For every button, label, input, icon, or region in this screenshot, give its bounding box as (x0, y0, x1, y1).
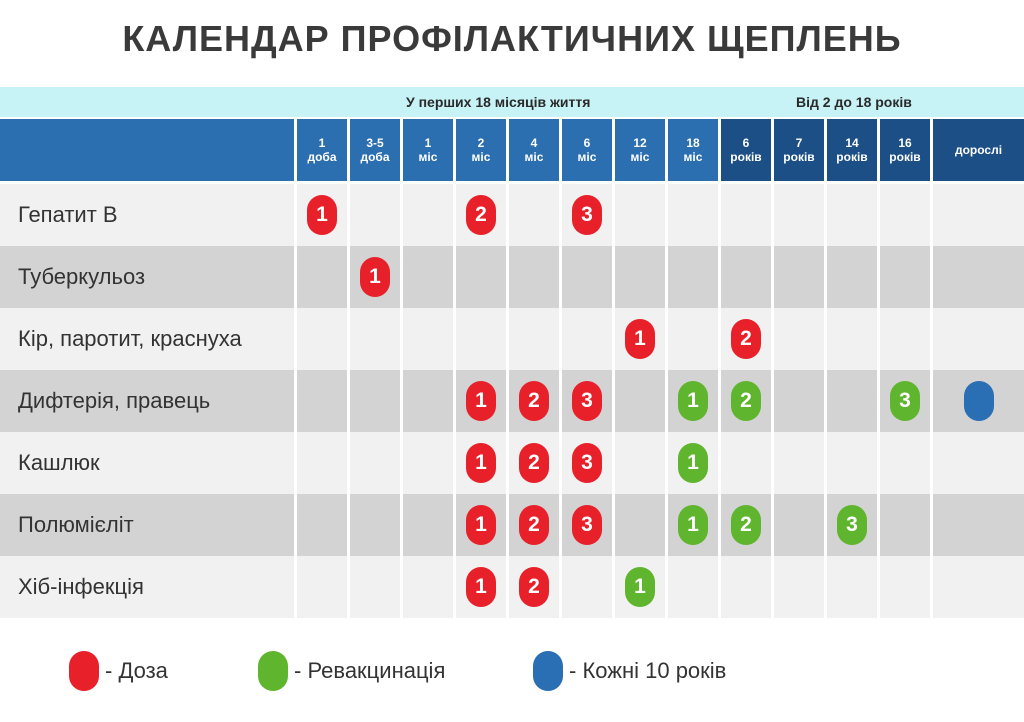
table-row (0, 494, 1024, 556)
column-divider (824, 119, 827, 618)
dose-mark: 1 (625, 319, 655, 359)
band-label-infancy: У перших 18 місяців життя (406, 94, 591, 110)
header-corner (0, 119, 294, 181)
column-divider (294, 119, 297, 618)
dose-mark: 1 (307, 195, 337, 235)
dose-mark: 2 (519, 381, 549, 421)
table-row (0, 184, 1024, 246)
row-label: Кашлюк (18, 450, 100, 475)
dose-mark: 2 (519, 567, 549, 607)
column-divider (347, 119, 350, 618)
revaccination-mark: 3 (890, 381, 920, 421)
dose-mark: 1 (466, 505, 496, 545)
row-label: Гепатит В (18, 202, 118, 227)
band-label-childhood: Від 2 до 18 років (796, 94, 912, 110)
table-row (0, 556, 1024, 618)
column-header-3: 2 міс (456, 119, 506, 181)
every10-mark (964, 381, 994, 421)
column-header-5: 6 міс (562, 119, 612, 181)
dose-mark: 3 (572, 195, 602, 235)
dose-mark: 1 (466, 443, 496, 483)
dose-mark: 2 (466, 195, 496, 235)
dose-mark: 3 (572, 505, 602, 545)
legend-every10-swatch (533, 651, 563, 691)
column-header-11: 16 років (880, 119, 930, 181)
row-label: Дифтерія, правець (18, 388, 211, 413)
column-divider (930, 119, 933, 618)
column-divider (559, 119, 562, 618)
row-label: Хіб-інфекція (18, 574, 144, 599)
column-header-2: 1 міс (403, 119, 453, 181)
revaccination-mark: 1 (678, 381, 708, 421)
column-divider (453, 119, 456, 618)
column-header-10: 14 років (827, 119, 877, 181)
page-title: КАЛЕНДАР ПРОФІЛАКТИЧНИХ ЩЕПЛЕНЬ (122, 18, 902, 59)
revaccination-mark: 1 (678, 443, 708, 483)
revaccination-mark: 1 (678, 505, 708, 545)
dose-mark: 1 (466, 567, 496, 607)
column-divider (612, 119, 615, 618)
dose-mark: 3 (572, 381, 602, 421)
column-header-0: 1 доба (297, 119, 347, 181)
row-label: Туберкульоз (18, 264, 146, 289)
column-header-4: 4 міс (509, 119, 559, 181)
table-row (0, 246, 1024, 308)
dose-mark: 2 (731, 319, 761, 359)
dose-mark: 1 (466, 381, 496, 421)
column-header-1: 3-5 доба (350, 119, 400, 181)
legend-revaccination-swatch (258, 651, 288, 691)
column-divider (400, 119, 403, 618)
column-header-12: дорослі (933, 119, 1024, 181)
column-divider (718, 119, 721, 618)
legend-revaccination-label: - Ревакцинація (294, 658, 446, 683)
revaccination-mark: 2 (731, 505, 761, 545)
age-band (0, 87, 1024, 117)
table-row (0, 308, 1024, 370)
column-divider (771, 119, 774, 618)
dose-mark: 2 (519, 443, 549, 483)
column-header-9: 7 років (774, 119, 824, 181)
column-header-7: 18 міс (668, 119, 718, 181)
dose-mark: 1 (360, 257, 390, 297)
row-label: Кір, паротит, краснуха (18, 326, 242, 351)
revaccination-mark: 1 (625, 567, 655, 607)
table-row (0, 432, 1024, 494)
column-divider (877, 119, 880, 618)
column-divider (665, 119, 668, 618)
dose-mark: 2 (519, 505, 549, 545)
column-divider (506, 119, 509, 618)
revaccination-mark: 2 (731, 381, 761, 421)
row-label: Полюмієліт (18, 512, 134, 537)
legend-dose-swatch (69, 651, 99, 691)
revaccination-mark: 3 (837, 505, 867, 545)
table-row (0, 370, 1024, 432)
column-header-8: 6 років (721, 119, 771, 181)
legend-dose-label: - Доза (105, 658, 168, 683)
column-header-6: 12 міс (615, 119, 665, 181)
dose-mark: 3 (572, 443, 602, 483)
legend-every10-label: - Кожні 10 років (569, 658, 727, 683)
